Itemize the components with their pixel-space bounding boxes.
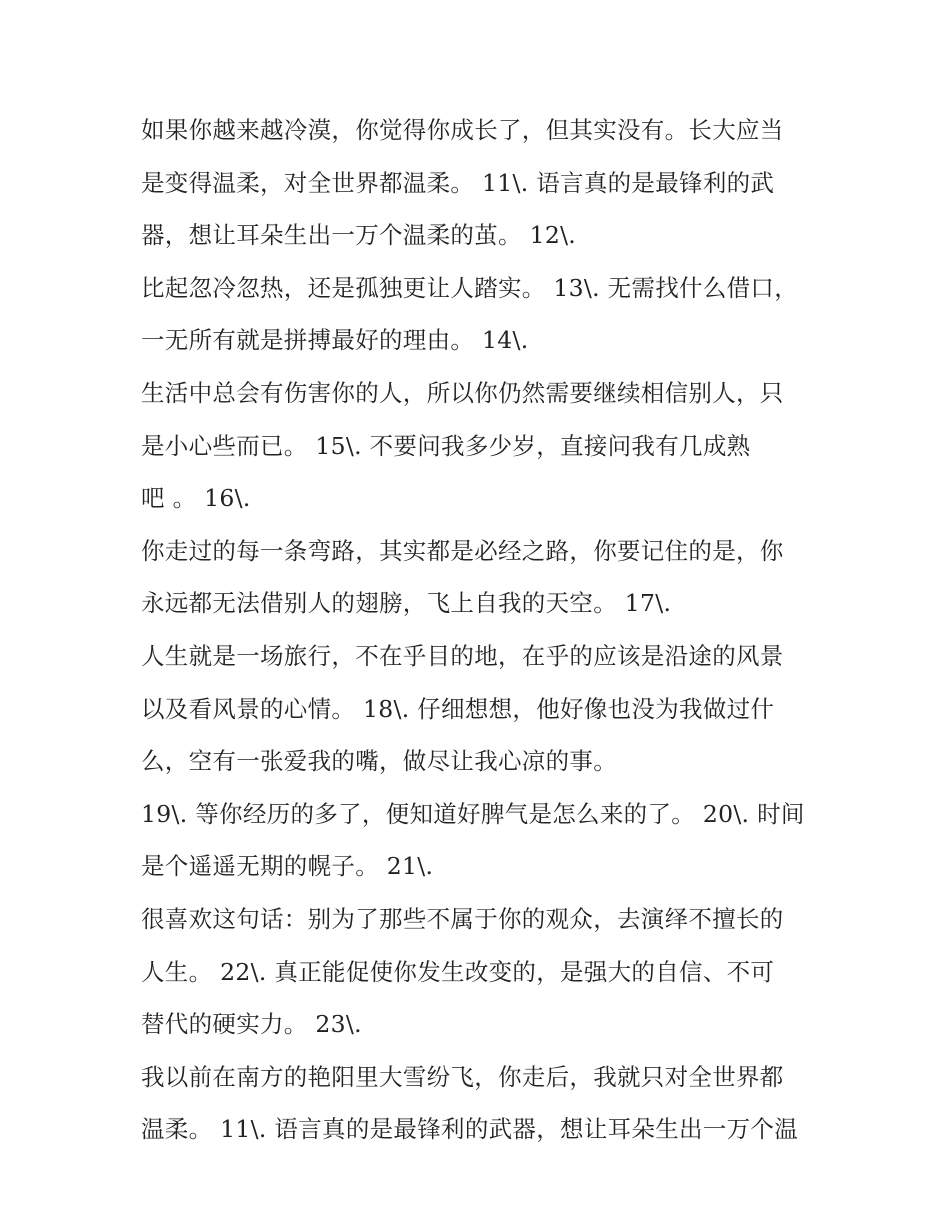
text-line: 如果你越来越冷漠，你觉得你成长了，但其实没有。长大应当 <box>141 116 784 144</box>
text-line: 人生。 22\. 真正能促使你发生改变的，是强大的自信、不可 <box>141 957 775 986</box>
text-line: 生活中总会有伤害你的人，所以你仍然需要继续相信别人，只 <box>141 378 784 407</box>
text-line: 比起忽冷忽热，还是孤独更让人踏实。 13\. 无需找什么借口， <box>141 273 799 302</box>
text-line: 19\. 等你经历的多了，便知道好脾气是怎么来的了。 20\. 时间 <box>141 799 805 828</box>
text-line: 永远都无法借别人的翅膀，飞上自我的天空。 17\. <box>141 589 672 618</box>
text-line: 人生就是一场旅行，不在乎目的地，在乎的应该是沿途的风景 <box>141 641 784 670</box>
text-line: 是小心些而已。 15\. 不要问我多少岁，直接问我有几成熟 <box>141 431 751 460</box>
text-line: 么，空有一张爱我的嘴，做尽让我心凉的事。 <box>141 747 617 776</box>
text-line: 器，想让耳朵生出一万个温柔的茧。 12\. <box>141 221 577 250</box>
text-line: 是变得温柔，对全世界都温柔。 11\. 语言真的是最锋利的武 <box>141 168 775 197</box>
text-line: 很喜欢这句话：别为了那些不属于你的观众，去演绎不擅长的 <box>141 904 784 933</box>
text-line: 吧 。 16\. <box>141 484 251 513</box>
body-text <box>141 104 821 1156</box>
text-line: 一无所有就是拼搏最好的理由。 14\. <box>141 326 529 355</box>
text-line: 是个遥遥无期的幌子。 21\. <box>141 852 434 881</box>
text-line: 我以前在南方的艳阳里大雪纷飞，你走后，我就只对全世界都 <box>141 1062 784 1091</box>
text-line: 温柔。 11\. 语言真的是最锋利的武器，想让耳朵生出一万个温 <box>141 1115 799 1144</box>
text-line: 你走过的每一条弯路，其实都是必经之路，你要记住的是，你 <box>141 536 784 565</box>
text-line: 以及看风景的心情。 18\. 仔细想想，他好像也没为我做过什 <box>141 694 775 723</box>
text-line: 替代的硬实力。 23\. <box>141 1010 362 1039</box>
